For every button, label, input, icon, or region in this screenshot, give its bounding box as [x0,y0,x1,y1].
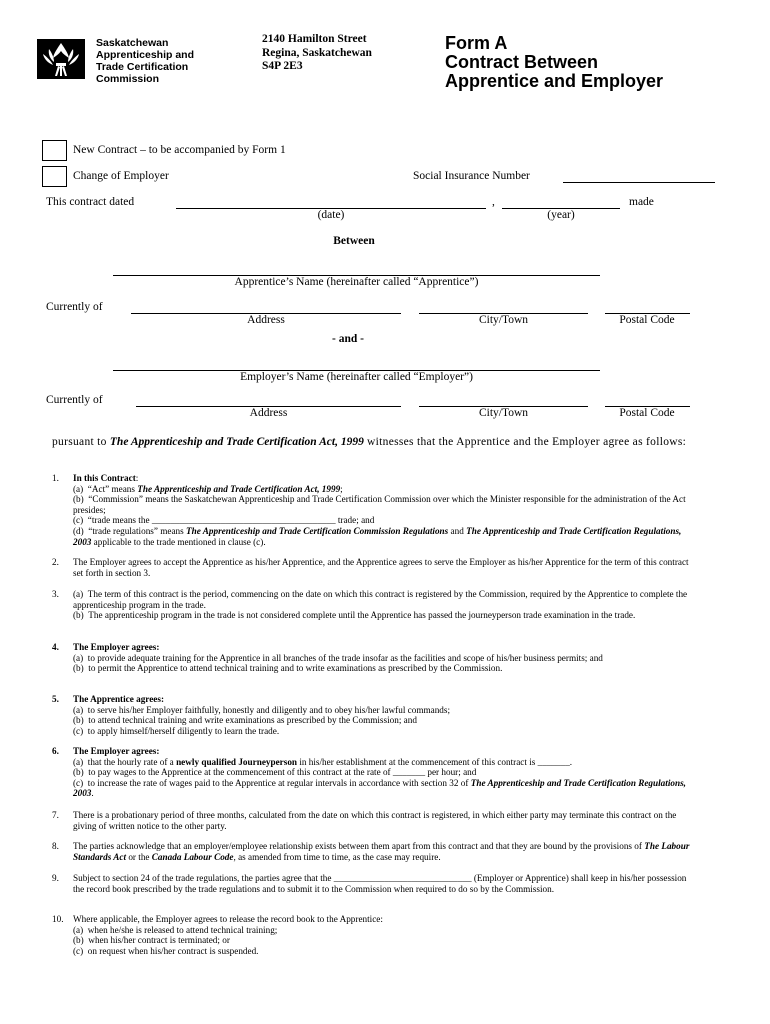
year-caption: (year) [547,209,575,221]
and-separator: - and - [332,333,364,345]
clause-6: 6. The Employer agrees: (a) that the hourly rate of a newly qualified Journeyperson in his/her establishment at the commencement of this contract is _______. (b) to pay wages to the Apprentice at the commencement of this contract at the rate of _______ per hour; and (c) to increase the rate of wages paid to the Apprentice at regular intervals in accordance with section 32 of The Apprenticeship and Trade Certification Regulations, 2003. [52,746,686,799]
change-employer-label: Change of Employer [73,170,169,182]
employer-name-caption: Employer’s Name (hereinafter called “Employer”) [240,371,473,383]
form-title: Form A Contract Between Apprentice and Employer [445,33,664,91]
change-employer-checkbox[interactable] [42,166,67,187]
date-comma: , [492,196,495,208]
clause-1: 1. In this Contract: (a) “Act” means The Apprenticeship and Trade Certification Act, 1999; (b) “Commission” means the Saskatchewan Apprenticeship and Trade Certification Commission over which the Minister responsible for the administration of the Act presides; (c) “trade means the ________________________________________ trade; and (d) “trade regulations” means The Apprenticeship and Trade Certification Commission Regulations and The Apprenticeship and Trade Certification Regulations, 2003 applicable to the trade mentioned in clause (c). [52,473,686,547]
clause-5: 5. The Apprentice agrees: (a) to serve his/her Employer faithfully, honestly and diligently and to obey his/her lawful commands; (b) to attend technical training and write examinations as prescribed by the Commission; and (c) to apply himself/herself diligently to learn the trade. [52,694,451,736]
mailing-address: 2140 Hamilton Street Regina, Saskatchewan S4P 2E3 [262,33,372,72]
apprentice-name-caption: Apprentice’s Name (hereinafter called “Apprentice”) [234,276,479,288]
new-contract-checkbox[interactable] [42,140,67,161]
contract-dated-label: This contract dated [46,196,135,208]
made-label: made [629,196,654,208]
clause-7: 7. There is a probationary period of three months, calculated from the date on which this contract is registered, in which either party may terminate this contract on the giving of written notice to the other party. [52,810,677,831]
clause-2: 2. The Employer agrees to accept the Apprentice as his/her Apprentice, and the Apprentice agrees to serve the Employer as his/her Apprentice for the term of this contract set forth in section 3. [52,557,689,578]
apprentice-currently-of-label: Currently of [46,301,103,313]
clause-4: 4. The Employer agrees: (a) to provide adequate training for the Apprentice in all branches of the trade insofar as the facilities and scope of his/her business permits; and (b) to permit the Apprentice to attend technical training and to write examinations as prescribed by the Commission. [52,642,603,674]
sin-field[interactable] [563,182,715,183]
clause-8: 8. The parties acknowledge that an employer/employee relationship exists between them apart from this contract and that they are bound by the provisions of The Labour Standards Act or the Canada Labour Code, as amended from time to time, as the case may require. [52,841,690,862]
apprentice-address-caption: Address [247,314,285,326]
employer-currently-of-label: Currently of [46,394,103,406]
employer-city-caption: City/Town [478,407,529,419]
apprentice-city-caption: City/Town [478,314,529,326]
employer-address-caption: Address [249,407,288,419]
intro-paragraph: pursuant to The Apprenticeship and Trade Certification Act, 1999 witnesses that the Apprentice and the Employer agree as follows: [52,436,687,448]
apprentice-postal-caption: Postal Code [619,314,675,326]
clause-9: 9. Subject to section 24 of the trade regulations, the parties agree that the ______________________________ (Employer or Apprentice) shall keep in his/her possession the record book prescribed by the trade regulations and to submit it to the Commission when required to do so by the Commission. [52,873,687,894]
employer-postal-caption: Postal Code [619,407,675,419]
clause-3: 3. (a) The term of this contract is the period, commencing on the date on which this contract is registered by the Commission, required by the Apprentice to complete the apprenticeship program in the trade. (b) The apprenticeship program in the trade is not considered complete until the Apprentice has passed the journeyperson trade examination in the trade. [52,589,688,621]
new-contract-label: New Contract – to be accompanied by Form 1 [73,144,286,156]
wheat-sheaf-icon [37,39,85,79]
commission-logo [37,39,85,79]
date-caption: (date) [317,209,345,221]
act-title: The Apprenticeship and Trade Certification Act, 1999 [109,436,364,448]
organization-name: Saskatchewan Apprenticeship and Trade Certification Commission [96,37,195,85]
sin-label: Social Insurance Number [413,170,530,182]
between-heading: Between [333,235,375,247]
clause-10: 10. Where applicable, the Employer agrees to release the record book to the Apprentice: (a) when he/she is released to attend technical training; (b) when his/her contract is terminated; or (c) on request when his/her contract is suspended. [52,914,383,956]
